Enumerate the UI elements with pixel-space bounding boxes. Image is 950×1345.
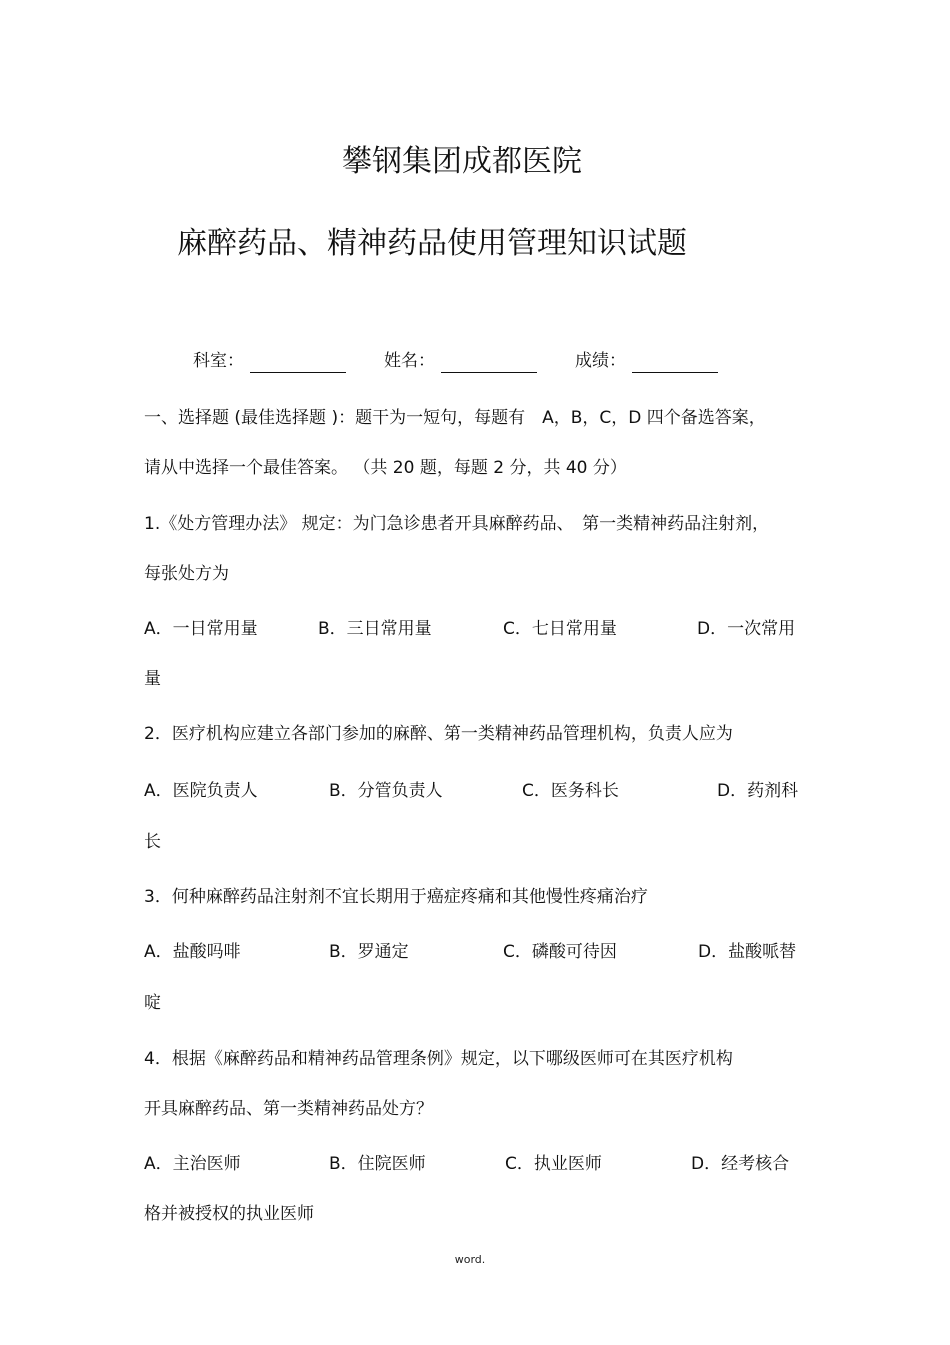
name-label: 姓名： <box>384 351 435 371</box>
question-1-option-a: A．一日常用量 <box>144 619 258 639</box>
section-instructions-line2: 请从中选择一个最佳答案。 （共 20 题，每题 2 分，共 40 分） <box>144 458 627 478</box>
question-2-option-a: A．医院负责人 <box>144 781 258 801</box>
question-3-option-c: C．磷酸可待因 <box>503 942 617 962</box>
question-4-stem-line2: 开具麻醉药品、第一类精神药品处方？ <box>144 1099 433 1119</box>
hospital-title: 攀钢集团成都医院 <box>342 144 582 179</box>
question-2-option-c: C．医务科长 <box>522 781 619 801</box>
score-field <box>575 349 718 373</box>
department-field <box>193 349 346 373</box>
question-3-option-d-wrap: 啶 <box>144 993 161 1013</box>
page-footer: word. <box>454 1253 486 1266</box>
question-4-option-b: B．住院医师 <box>329 1154 426 1174</box>
question-3-option-b: B．罗通定 <box>329 942 409 962</box>
question-3-option-a: A．盐酸吗啡 <box>144 942 241 962</box>
section-instructions-line1: 一、选择题 (最佳选择题 )：题干为一短句，每题有 A，B，C，D 四个备选答案， <box>144 408 766 428</box>
score-blank <box>632 352 718 373</box>
question-2-option-b: B．分管负责人 <box>329 781 443 801</box>
question-1-option-d: D．一次常用 <box>697 619 796 639</box>
department-blank <box>250 352 346 373</box>
question-4-option-c: C．执业医师 <box>505 1154 602 1174</box>
question-4-stem-line1: 4．根据《麻醉药品和精神药品管理条例》规定，以下哪级医师可在其医疗机构 <box>144 1049 733 1069</box>
question-4-option-a: A．主治医师 <box>144 1154 241 1174</box>
question-3-option-d: D．盐酸哌替 <box>698 942 797 962</box>
score-label: 成绩： <box>575 351 626 371</box>
question-1-option-d-wrap: 量 <box>144 669 161 689</box>
exam-title: 麻醉药品、精神药品使用管理知识试题 <box>177 226 687 261</box>
department-label: 科室： <box>193 351 244 371</box>
question-4-option-d-wrap: 格并被授权的执业医师 <box>144 1204 314 1224</box>
question-2-option-d-wrap: 长 <box>144 832 161 852</box>
name-field <box>384 349 537 373</box>
question-2-stem-line1: 2．医疗机构应建立各部门参加的麻醉、第一类精神药品管理机构，负责人应为 <box>144 724 733 744</box>
question-2-option-d: D．药剂科 <box>717 781 799 801</box>
question-1-stem-line2: 每张处方为 <box>144 564 229 584</box>
question-3-stem-line1: 3．何种麻醉药品注射剂不宜长期用于癌症疼痛和其他慢性疼痛治疗 <box>144 887 648 907</box>
question-1-option-b: B．三日常用量 <box>318 619 432 639</box>
question-1-stem-line1: 1.《处方管理办法》 规定：为门急诊患者开具麻醉药品、 第一类精神药品注射剂， <box>144 514 770 534</box>
question-1-option-c: C．七日常用量 <box>503 619 617 639</box>
question-4-option-d: D．经考核合 <box>691 1154 790 1174</box>
name-blank <box>441 352 537 373</box>
